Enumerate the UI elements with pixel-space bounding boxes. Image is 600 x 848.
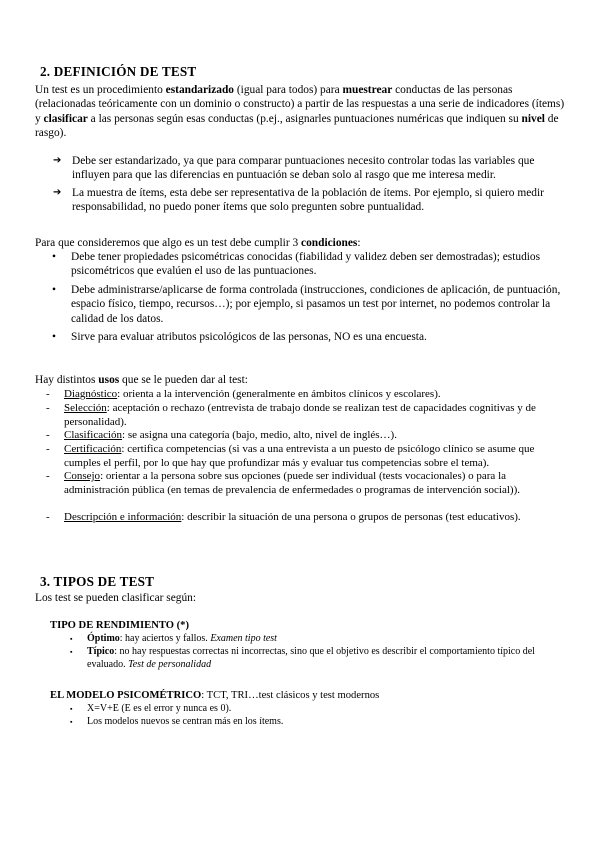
bullet-icon: • <box>52 331 56 343</box>
square-bullet-icon: ▪ <box>70 705 73 713</box>
square-bullet-icon: ▪ <box>70 635 73 643</box>
arrow-list-item: ➔ La muestra de ítems, esta debe ser representativa de la población de ítems. Por ejemplo, si quiero medir responsabilidad, no puedo poner ítems que solo pregunten sobre puntualidad. <box>53 187 544 214</box>
square-bullet-icon: ▪ <box>70 718 73 726</box>
section-3-heading: 3. TIPOS DE TEST <box>40 574 155 589</box>
use-item: - Descripción e información: describir la situación de una persona o grupos de personas (test educativos). <box>46 511 521 523</box>
types-intro: Los test se pueden clasificar según: <box>35 592 196 604</box>
arrow-icon: ➔ <box>53 155 62 166</box>
use-item: - Certificación: certifica competencias (si vas a una entrevista a un puesto de psicólogo clínico se asume que cumples el perfil, por lo que hay que profundizar más y evaluar tus competencias sobre el tema). <box>46 443 535 469</box>
modelo-title: EL MODELO PSICOMÉTRICO: TCT, TRI…test clásicos y test modernos <box>50 690 380 701</box>
modelo-item: ▪ Los modelos nuevos se centran más en los ítems. <box>70 716 284 727</box>
condition-item: • Sirve para evaluar atributos psicológicos de las personas, NO es una encuesta. <box>52 331 427 343</box>
rendimiento-item: ▪ Típico: no hay respuestas correctas ni incorrectas, sino que el objetivo es describir el comportamiento típico del evaluado. Test de personalidad <box>70 646 535 670</box>
modelo-item: ▪ X=V+E (E es el error y nunca es 0). <box>70 703 232 714</box>
condition-item: • Debe administrarse/aplicarse de forma controlada (instrucciones, condiciones de aplicación, de puntuación, espacio físico, tiempo, recursos…); por ejemplo, si pasamos un test por internet, no podemos controlar la calidad de los datos. <box>52 284 561 325</box>
uses-intro: Hay distintos usos que se le pueden dar al test: <box>35 374 248 386</box>
rendimiento-title: TIPO DE RENDIMIENTO (*) <box>50 620 190 631</box>
bullet-icon: • <box>52 251 56 263</box>
use-item: - Consejo: orientar a la persona sobre sus opciones (puede ser individual (tests vocacionales) o para la administración pública (en temas de prevalencia de enfermedades o programas de intervención social)). <box>46 470 521 496</box>
rendimiento-item: ▪ Óptimo: hay aciertos y fallos. Examen tipo test <box>70 633 277 644</box>
use-item: - Diagnóstico: orienta a la intervención (generalmente en ámbitos clínicos y escolares). <box>46 388 441 400</box>
arrow-list-item: ➔ Debe ser estandarizado, ya que para comparar puntuaciones necesito controlar todas las variables que influyen para que las diferencias en puntuación se deban solo al rasgo que me interesa medir. <box>53 155 535 182</box>
arrow-icon: ➔ <box>53 187 62 198</box>
square-bullet-icon: ▪ <box>70 648 73 656</box>
section-2-heading: 2. DEFINICIÓN DE TEST <box>40 64 197 79</box>
conditions-intro: Para que consideremos que algo es un test debe cumplir 3 condiciones: <box>35 237 361 249</box>
test-definition-paragraph: Un test es un procedimiento estandarizado (igual para todos) para muestrear conductas de las personas (relacionadas teóricamente con un dominio o constructo) a partir de las respuestas a una serie de indicadores (ítems) y clasificar a las personas según esas conductas (p.ej., asignarles puntuaciones numéricas que indiquen su nivel de rasgo). <box>35 84 565 140</box>
use-item: - Selección: aceptación o rechazo (entrevista de trabajo donde se realizan test de capacidades cognitivas y de personalidad). <box>46 402 536 428</box>
bullet-icon: • <box>52 284 56 296</box>
condition-item: • Debe tener propiedades psicométricas conocidas (fiabilidad y validez deben ser demostradas); estudios psicométricos que evalúen el uso de las puntuaciones. <box>52 251 541 278</box>
use-item: - Clasificación: se asigna una categoría (bajo, medio, alto, nivel de inglés…). <box>46 429 397 441</box>
